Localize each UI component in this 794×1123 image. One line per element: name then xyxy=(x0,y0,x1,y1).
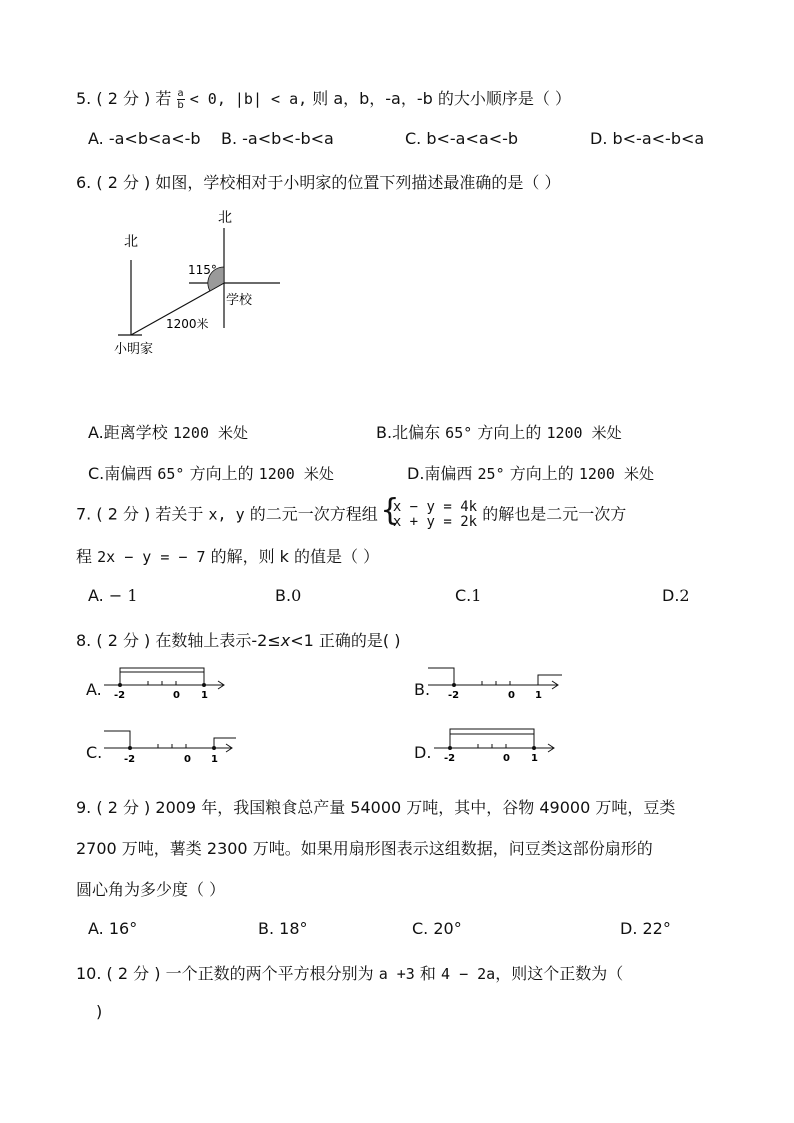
q6-option-d-dir: 南偏西 xyxy=(424,464,473,483)
q5-post: 则 a，b，-a，-b 的大小顺序是（ ） xyxy=(312,89,571,108)
q10-pre: 一个正数的两个平方根分别为 xyxy=(165,964,374,983)
q7-option-c-letter: C. xyxy=(455,586,472,605)
q9-number: 9. xyxy=(76,798,92,817)
q7-option-c-value: 1 xyxy=(471,586,482,605)
q5-fraction xyxy=(177,88,185,111)
question-10 xyxy=(76,961,623,984)
q6-option-b-angle: 65° xyxy=(445,424,473,442)
q8-option-b-label[interactable]: B. xyxy=(414,680,431,699)
question-6 xyxy=(76,170,560,193)
q7-option-a[interactable] xyxy=(88,586,138,605)
q6-option-a-text: 距离学校 xyxy=(103,423,168,442)
q5-pre: 若 xyxy=(155,89,172,108)
q7-option-b-letter: B. xyxy=(275,586,292,605)
q8-number: 8. xyxy=(76,631,92,650)
q5-frac-num: a xyxy=(177,88,184,99)
q5-score: ( 2 分 ) xyxy=(96,89,151,108)
q7-number: 7. xyxy=(76,504,92,524)
q6-direction-figure xyxy=(100,200,300,365)
q8-text-pre: 在数轴上表示-2≤ xyxy=(155,631,281,650)
q6-option-c-dir: 南偏西 xyxy=(104,464,153,483)
q6-option-b-dir: 北偏东 xyxy=(392,423,441,442)
q6-option-a-letter: A. xyxy=(88,423,104,442)
question-8 xyxy=(76,628,400,651)
q8-number-line-a[interactable] xyxy=(100,663,230,705)
question-5 xyxy=(76,86,571,111)
q9-line2: 2700 万吨，薯类 2300 万吨。如果用扇形图表示这组数据，问豆类这部份扇形的 xyxy=(76,839,653,858)
tick-d-0: 0 xyxy=(503,753,510,764)
q8-number-line-b[interactable] xyxy=(428,663,568,705)
q7-line2-pre: 程 xyxy=(76,547,93,566)
q6-option-d-letter: D. xyxy=(407,464,425,483)
q9-option-d[interactable]: D. 22° xyxy=(620,919,671,938)
q5-option-d[interactable]: D. b<-a<-b<a xyxy=(590,129,705,148)
q6-option-c-angle: 65° xyxy=(157,465,185,483)
q8-option-d-label[interactable]: D. xyxy=(414,743,432,762)
tick-c-1: 1 xyxy=(211,754,218,765)
q8-score: ( 2 分 ) xyxy=(96,631,151,650)
q7-eq1: x − y = 4k xyxy=(392,499,478,515)
q6-option-b-letter: B. xyxy=(376,423,393,442)
q7-option-b-value: 0 xyxy=(291,586,302,605)
q9-line3: 圆心角为多少度（ ） xyxy=(76,880,226,899)
north-label-right: 北 xyxy=(218,210,232,226)
q10-score: ( 2 分 ) xyxy=(106,964,161,983)
q7-brace: { xyxy=(380,493,399,528)
q7-line-2 xyxy=(76,544,379,567)
question-7 xyxy=(76,493,627,530)
question-9 xyxy=(76,795,675,818)
tick-d-neg2: -2 xyxy=(444,753,456,764)
q10-expr1: a +3 xyxy=(378,965,415,983)
q7-option-c[interactable] xyxy=(455,586,481,605)
q5-condition: < 0, |b| < a, xyxy=(189,90,308,108)
q7-pre: 若关于 xyxy=(155,504,204,524)
tick-b-neg2: -2 xyxy=(448,690,460,701)
q7-post: 的解也是二元一次方 xyxy=(482,504,627,524)
q8-number-line-c[interactable] xyxy=(104,726,239,768)
tick-c-0: 0 xyxy=(184,754,191,765)
q5-frac-den: b xyxy=(177,100,184,111)
q6-option-b-dist: 1200 米处 xyxy=(546,424,622,442)
q8-text-post: <1 正确的是( ) xyxy=(290,631,401,650)
q6-option-d[interactable] xyxy=(407,461,654,484)
q7-line2-eq: 2x − y = − 7 xyxy=(97,548,206,566)
q10-line2: ) xyxy=(96,1002,103,1021)
q6-option-a[interactable] xyxy=(88,420,248,443)
q7-vars: x, y xyxy=(208,505,245,524)
q7-score: ( 2 分 ) xyxy=(96,504,151,524)
q8-text-x: x xyxy=(280,631,291,650)
q6-option-b-mid: 方向上的 xyxy=(477,423,542,442)
tick-b-0: 0 xyxy=(508,690,515,701)
tick-a-0: 0 xyxy=(173,690,180,701)
q7-option-d-letter: D. xyxy=(662,586,680,605)
q8-option-a-label[interactable]: A. xyxy=(86,680,102,699)
q5-option-c[interactable]: C. b<-a<a<-b xyxy=(405,129,519,148)
tick-b-1: 1 xyxy=(535,690,542,701)
q9-option-b[interactable]: B. 18° xyxy=(258,919,308,938)
q9-line1: 2009 年，我国粮食总产量 54000 万吨，其中，谷物 49000 万吨，豆类 xyxy=(155,798,676,817)
q6-option-d-dist: 1200 米处 xyxy=(578,465,654,483)
q8-number-line-d[interactable] xyxy=(430,724,560,768)
q7-option-d-value: 2 xyxy=(679,586,690,605)
q10-expr2: 4 − 2a xyxy=(441,965,496,983)
q5-number: 5. xyxy=(76,89,92,108)
q6-option-c-letter: C. xyxy=(88,464,105,483)
school-label: 学校 xyxy=(226,293,253,308)
angle-label: 115° xyxy=(188,263,217,277)
distance-label: 1200米 xyxy=(166,317,209,331)
q5-option-b[interactable]: B. -a<b<-b<a xyxy=(221,129,334,148)
north-label-left: 北 xyxy=(124,234,138,250)
q9-option-a[interactable]: A. 16° xyxy=(88,919,138,938)
q6-option-a-dist: 1200 米处 xyxy=(172,424,249,442)
q7-line2-post: 的解，则 k 的值是（ ） xyxy=(210,547,380,566)
home-label: 小明家 xyxy=(114,342,154,357)
q7-option-a-letter: A. xyxy=(88,586,104,605)
q6-option-b[interactable] xyxy=(376,420,622,443)
q6-option-c-dist: 1200 米处 xyxy=(258,465,334,483)
q10-and: 和 xyxy=(419,964,436,983)
q10-number: 10. xyxy=(76,964,102,983)
q10-post: ，则这个正数为（ xyxy=(495,964,624,983)
tick-c-neg2: -2 xyxy=(124,754,136,765)
q7-option-a-value: − 1 xyxy=(108,586,138,605)
q6-option-c[interactable] xyxy=(88,461,334,484)
q6-score: ( 2 分 ) xyxy=(96,173,151,192)
q7-option-d[interactable] xyxy=(662,586,690,605)
q6-text: 如图，学校相对于小明家的位置下列描述最准确的是（ ） xyxy=(155,173,561,192)
tick-a-1: 1 xyxy=(201,690,208,701)
q6-option-d-mid: 方向上的 xyxy=(509,464,574,483)
q7-equation-system xyxy=(380,493,478,530)
q7-eq2: x + y = 2k xyxy=(392,514,478,530)
q8-option-c-label[interactable]: C. xyxy=(86,743,103,762)
q7-option-b[interactable] xyxy=(275,586,301,605)
tick-d-1: 1 xyxy=(531,753,538,764)
q9-score: ( 2 分 ) xyxy=(96,798,151,817)
q6-number: 6. xyxy=(76,173,92,192)
q7-mid: 的二元一次方程组 xyxy=(249,504,378,524)
q5-option-a[interactable]: A. -a<b<a<-b xyxy=(88,129,201,148)
q9-option-c[interactable]: C. 20° xyxy=(412,919,462,938)
tick-a-neg2: -2 xyxy=(114,690,126,701)
q6-option-c-mid: 方向上的 xyxy=(189,464,254,483)
q6-option-d-angle: 25° xyxy=(477,465,505,483)
